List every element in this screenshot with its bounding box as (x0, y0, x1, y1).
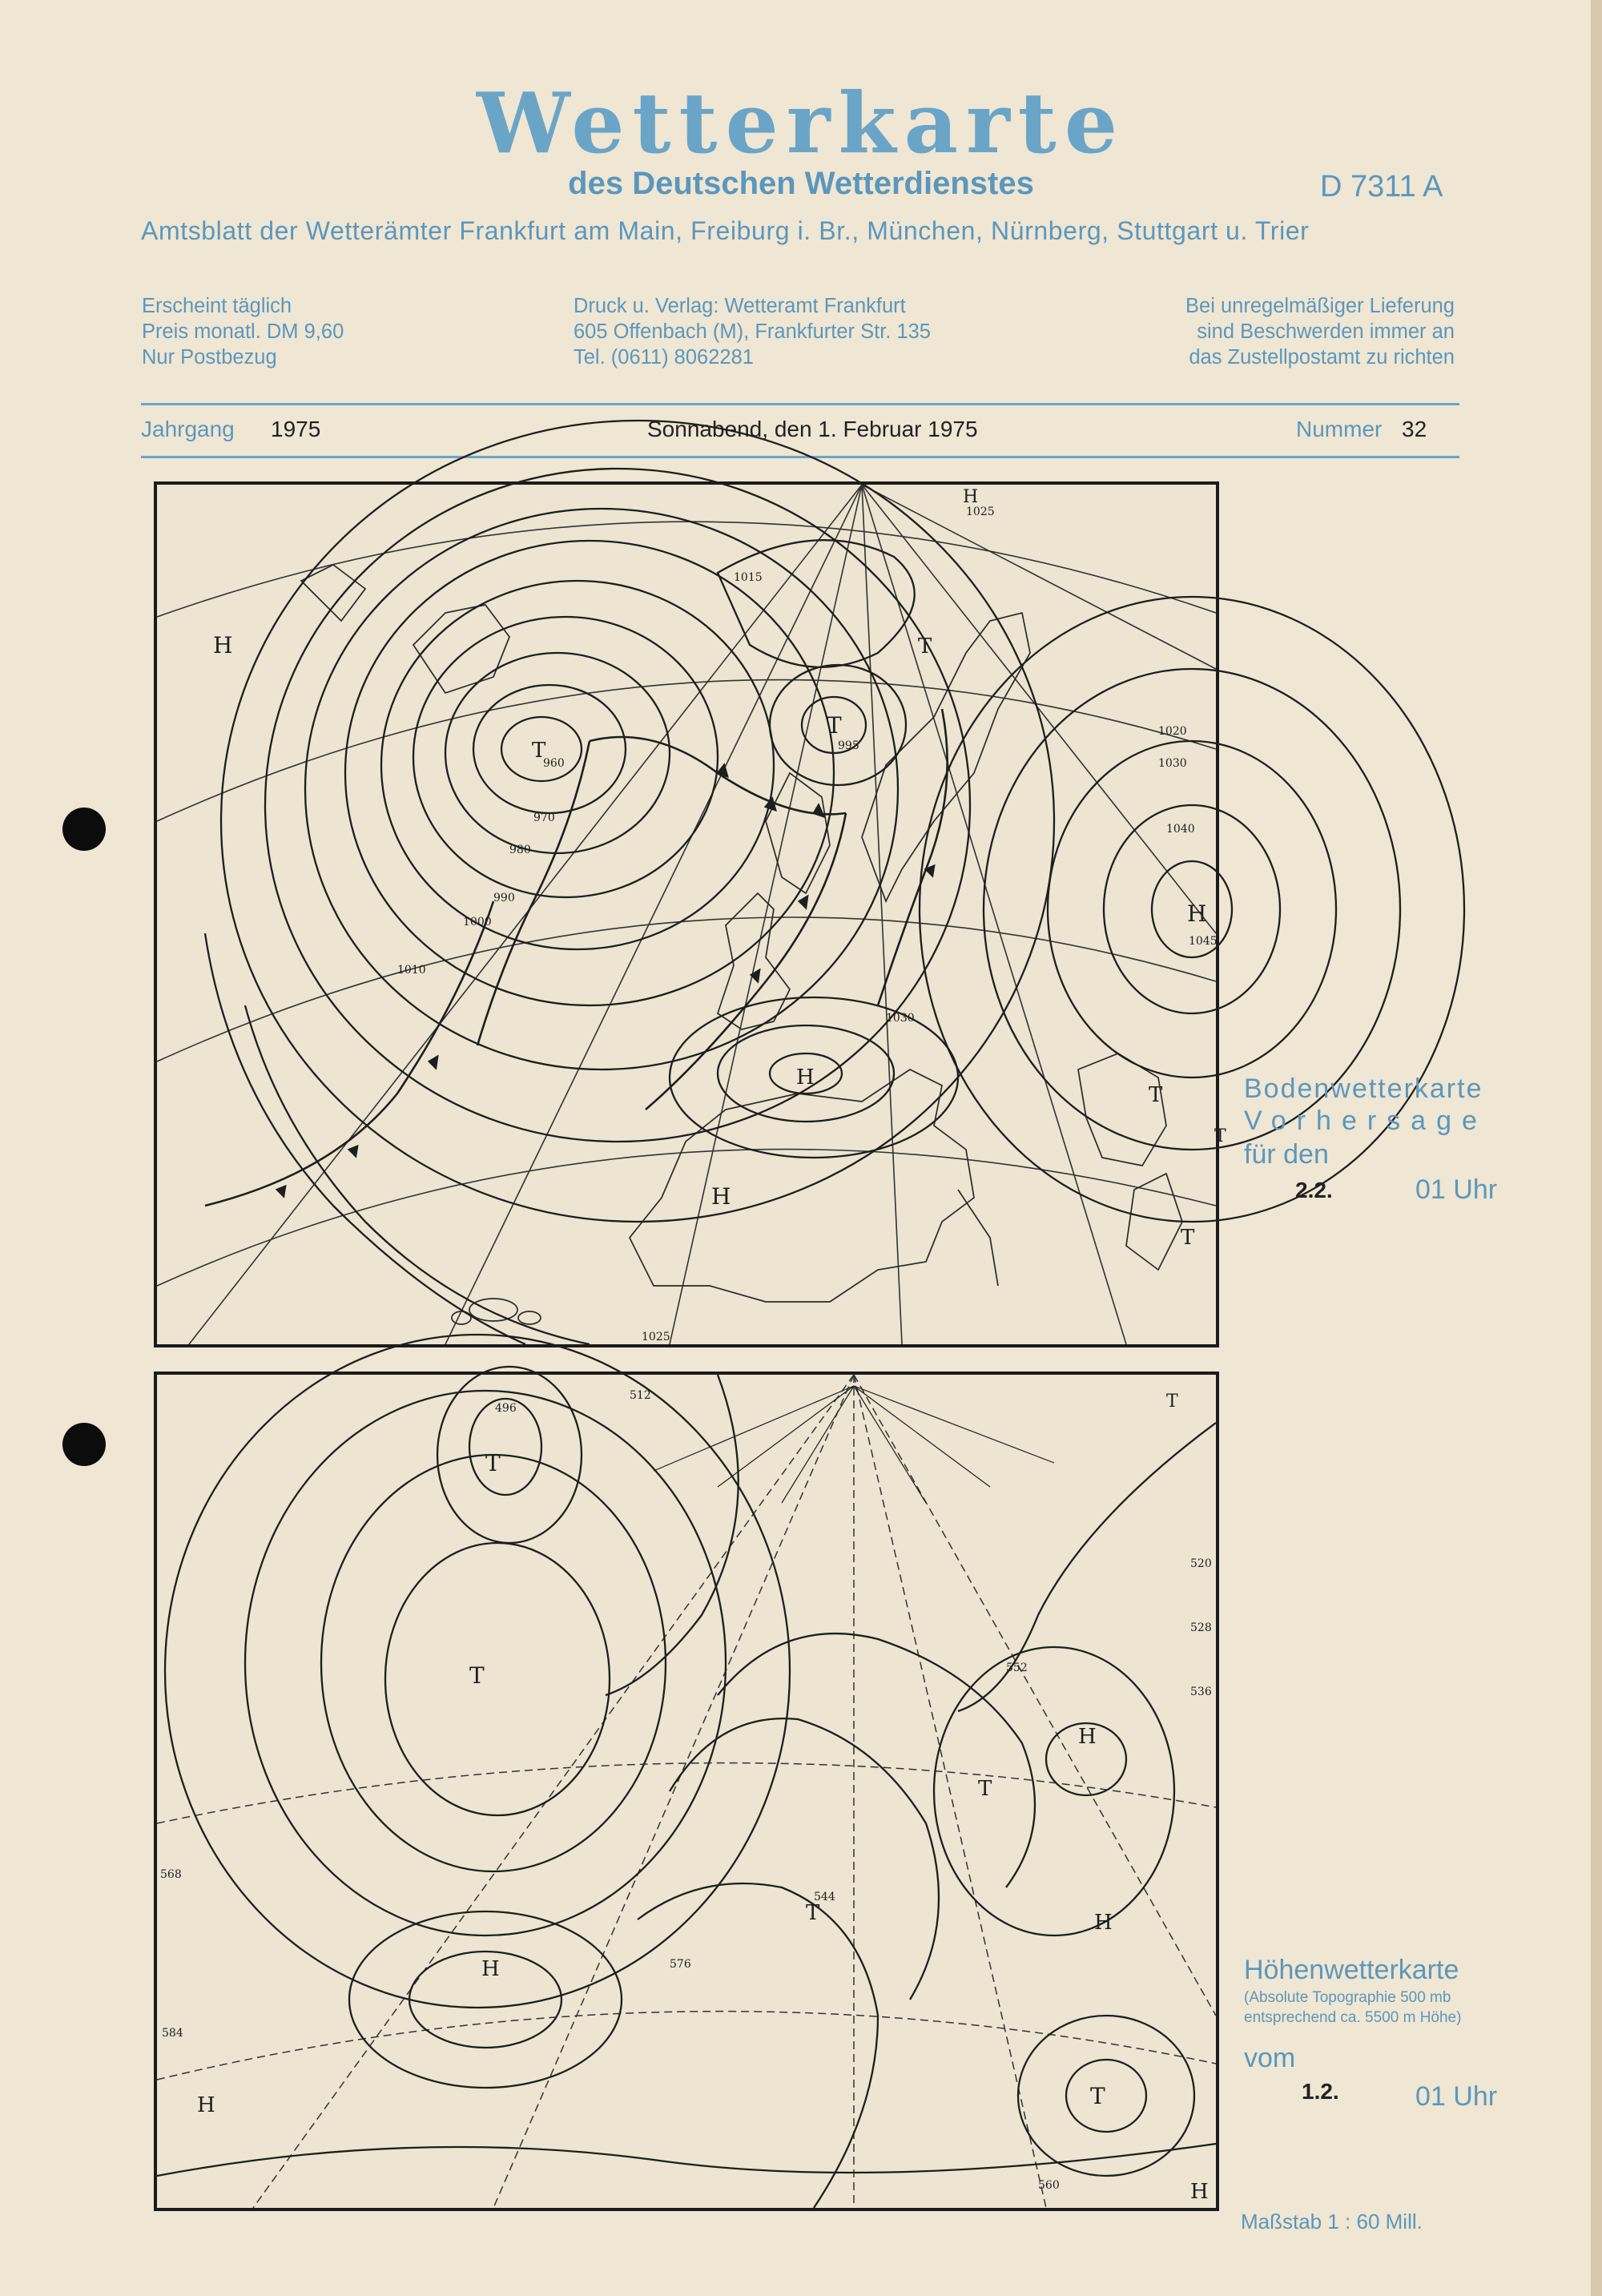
punch-hole-bottom (62, 1423, 106, 1466)
low-pressure-mark: T (806, 1901, 820, 1925)
high-pressure-mark: H (1190, 2180, 1209, 2204)
paper-edge (1591, 0, 1602, 2296)
graticule (157, 1375, 1216, 2208)
isobar-label: 990 (493, 892, 515, 904)
publisher-info (574, 293, 931, 370)
low-pressure-mark: T (1214, 1126, 1226, 1146)
isobar-label: 1025 (966, 506, 995, 518)
surface-forecast-map (154, 481, 1226, 1347)
punch-hole-top (62, 808, 106, 851)
header-rule-top (141, 403, 1459, 405)
high-pressure-mark: H (1187, 900, 1207, 927)
high-pressure-mark: H (1094, 1911, 1113, 1935)
isobar-label: 1010 (397, 964, 426, 977)
isobar-label: 1000 (463, 916, 492, 928)
info-line: Druck u. Verlag: Wetteramt Frankfurt (574, 295, 906, 317)
low-pressure-mark: T (469, 1662, 485, 1689)
surface-map-for: für den (1244, 1139, 1329, 1170)
high-pressure-mark: H (213, 632, 233, 659)
contour-label: 544 (814, 1891, 835, 1903)
contour-label: 576 (670, 1958, 691, 1971)
isobar-label: 960 (543, 757, 565, 770)
isobar-label: 980 (509, 844, 531, 856)
isobar-label: 1030 (886, 1012, 915, 1025)
low-pressure-mark: T (978, 1777, 992, 1801)
surface-map-date: 2.2. (1295, 1178, 1333, 1202)
high-pressure-mark: H (796, 1065, 815, 1090)
delivery-info (1185, 293, 1455, 370)
low-pressure-mark: T (485, 1450, 501, 1476)
low-pressure-mark: T (1181, 1226, 1195, 1250)
high-pressure-mark: H (963, 487, 979, 507)
upper-map-time: 01 Uhr (1415, 2081, 1498, 2112)
number-value: 32 (1402, 417, 1427, 441)
graticule (157, 485, 1216, 1344)
info-line: Nur Postbezug (142, 346, 277, 369)
high-pressure-mark: H (197, 2093, 215, 2117)
low-pressure-mark: T (1166, 1392, 1178, 1412)
isobar-label: 1030 (1158, 757, 1187, 770)
publication-code: D 7311 A (1320, 170, 1443, 203)
low-pressure-mark: T (827, 712, 842, 739)
isobars (205, 421, 1464, 1344)
contours (157, 1335, 1216, 2208)
surface-map-caption: Bodenwetterkarte (1244, 1073, 1483, 1104)
info-line: Preis monatl. DM 9,60 (142, 320, 344, 343)
contour-label: 584 (162, 2027, 183, 2040)
high-pressure-mark: H (1078, 1725, 1097, 1749)
contour-label: 496 (495, 1402, 517, 1415)
year-value: 1975 (271, 417, 321, 441)
contour-label: 512 (630, 1389, 651, 1402)
subscription-info (142, 293, 344, 370)
upper-air-map (154, 1372, 1219, 2211)
contour-label: 560 (1038, 2179, 1060, 2192)
masthead-subtitle: des Deutschen Wetterdienstes (568, 166, 1034, 201)
low-pressure-mark: T (1090, 2083, 1105, 2109)
info-line: sind Beschwerden immer an (1197, 320, 1455, 343)
contour-label: 552 (1006, 1662, 1028, 1674)
upper-map-vom: vom (1244, 2043, 1296, 2073)
issue-date: Sonnabend, den 1. Februar 1975 (647, 417, 978, 441)
low-pressure-mark: T (1149, 1083, 1163, 1107)
contour-label: 568 (160, 1868, 182, 1881)
isobar-label: 995 (838, 739, 859, 752)
contour-label: 520 (1190, 1557, 1212, 1570)
upper-map-note: entsprechend ca. 5500 m Höhe) (1244, 2009, 1462, 2026)
year-label: Jahrgang (141, 417, 235, 441)
contour-label: 528 (1190, 1621, 1212, 1634)
low-pressure-mark: T (532, 739, 546, 763)
surface-map-time: 01 Uhr (1415, 1174, 1498, 1205)
upper-map-date: 1.2. (1302, 2079, 1339, 2104)
low-pressure-mark: T (918, 634, 932, 659)
map-scale: Maßstab 1 : 60 Mill. (1241, 2209, 1423, 2234)
header-rule-bottom (141, 456, 1459, 458)
issuer-line: Amtsblatt der Wetterämter Frankfurt am Main, Freiburg i. Br., München, Nürnberg, Stuttgart u. Trier (141, 216, 1310, 245)
high-pressure-mark: H (481, 1957, 500, 1981)
isobar-label: 1015 (734, 571, 763, 584)
number-label: Nummer (1296, 417, 1383, 441)
isobar-label: 1020 (1158, 725, 1187, 738)
contour-label: 536 (1190, 1686, 1212, 1698)
surface-map-labels (213, 487, 1226, 1343)
isobar-label: 1040 (1166, 823, 1195, 836)
isobar-label: 1045 (1189, 935, 1218, 948)
upper-map-caption: Höhenwetterkarte (1244, 1955, 1459, 1985)
surface-map-subcaption: Vorhersage (1244, 1106, 1487, 1136)
info-line: das Zustellpostamt zu richten (1189, 346, 1455, 369)
info-line: 605 Offenbach (M), Frankfurter Str. 135 (574, 320, 931, 343)
upper-map-note: (Absolute Topographie 500 mb (1244, 1989, 1451, 2006)
isobar-label: 970 (533, 812, 555, 824)
fronts (205, 709, 948, 1206)
info-line: Erscheint täglich (142, 295, 292, 317)
high-pressure-mark: H (711, 1183, 731, 1210)
info-line: Tel. (0611) 8062281 (574, 346, 754, 369)
masthead-title: Wetterkarte (477, 74, 1125, 172)
isobar-label: 1025 (642, 1331, 670, 1343)
info-line: Bei unregelmäßiger Lieferung (1185, 295, 1455, 317)
